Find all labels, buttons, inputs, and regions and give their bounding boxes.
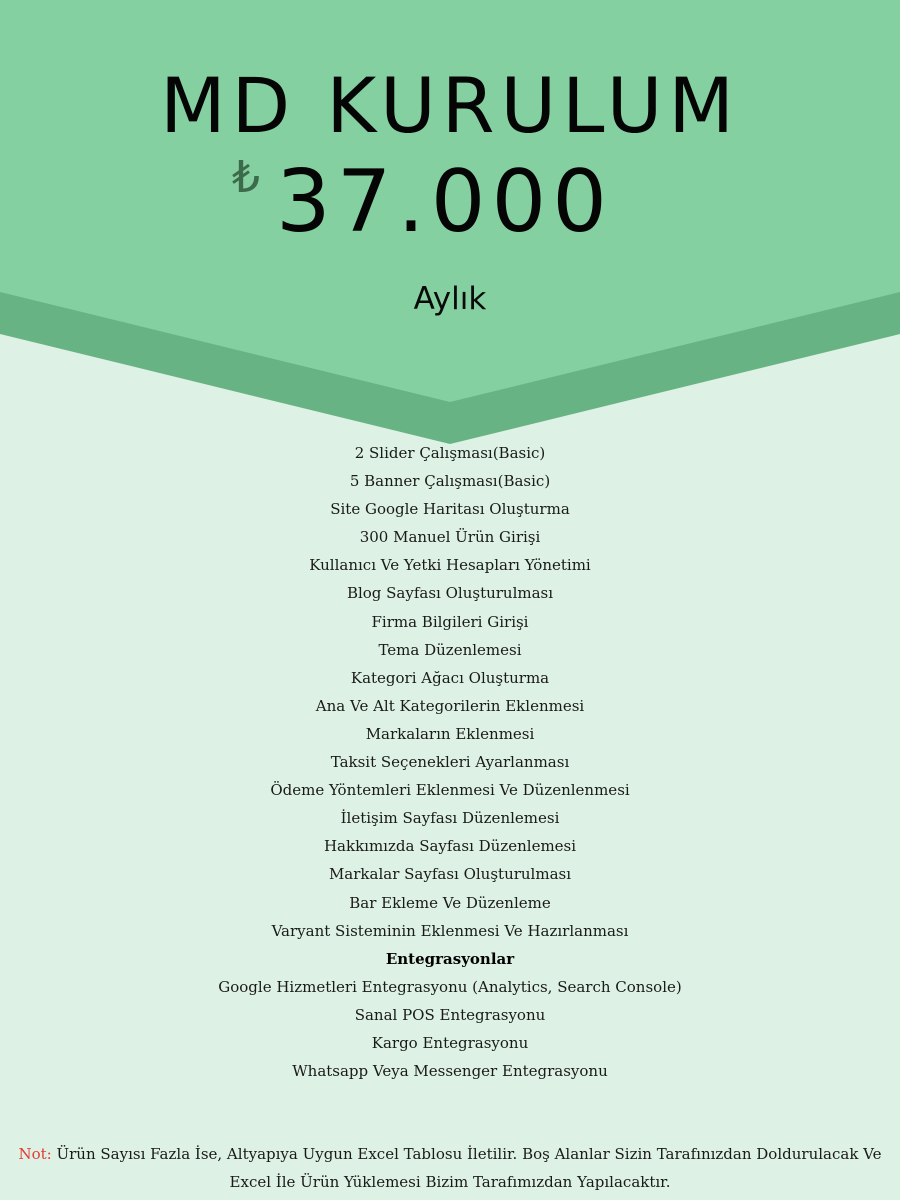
- feature-item: Taksit Seçenekleri Ayarlanması: [330, 753, 570, 772]
- feature-item: Ana Ve Alt Kategorilerin Eklenmesi: [315, 696, 585, 715]
- feature-item: 5 Banner Çalışması(Basic): [349, 472, 551, 491]
- feature-item: İletişim Sayfası Düzenlemesi: [340, 809, 560, 828]
- plan-title: MD KURULUM: [160, 61, 740, 150]
- feature-item: Hakkımızda Sayfası Düzenlemesi: [323, 837, 577, 856]
- feature-item: Firma Bilgileri Girişi: [371, 612, 529, 631]
- feature-list: [0, 439, 900, 1085]
- feature-item: Tema Düzenlemesi: [378, 640, 522, 659]
- feature-item: Bar Ekleme Ve Düzenleme: [349, 893, 551, 912]
- feature-item: Google Hizmetleri Entegrasyonu (Analytics, Search Console): [218, 977, 682, 996]
- feature-item: Kullanıcı Ve Yetki Hesapları Yönetimi: [309, 556, 591, 575]
- feature-item: Sanal POS Entegrasyonu: [354, 1005, 546, 1024]
- feature-item: 300 Manuel Ürün Girişi: [359, 528, 541, 547]
- billing-period: Aylık: [413, 281, 487, 317]
- feature-item: Kategori Ağacı Oluşturma: [350, 668, 550, 687]
- feature-item: Kargo Entegrasyonu: [371, 1033, 529, 1052]
- footnote: [0, 1140, 900, 1196]
- currency-symbol: ₺: [232, 152, 260, 203]
- plan-price: 37.000: [276, 152, 613, 252]
- feature-item: Site Google Haritası Oluşturma: [330, 500, 570, 519]
- footnote-text: Ürün Sayısı Fazla İse, Altyapıya Uygun Excel Tablosu İletilir. Boş Alanlar Sizin Tarafınızdan Doldurulacak Ve Excel İle Ürün Yüklemesi Bizim Tarafımızdan Yapılacaktır.: [56, 1145, 882, 1191]
- feature-item: Ödeme Yöntemleri Eklenmesi Ve Düzenlenmesi: [270, 781, 630, 800]
- feature-item: Blog Sayfası Oluşturulması: [346, 584, 554, 603]
- price-row: [0, 152, 900, 252]
- feature-item: 2 Slider Çalışması(Basic): [354, 444, 546, 462]
- feature-item: Varyant Sisteminin Eklenmesi Ve Hazırlanması: [271, 921, 629, 940]
- feature-section-heading: Entegrasyonlar: [385, 949, 515, 968]
- feature-item: Markalar Sayfası Oluşturulması: [328, 865, 572, 884]
- feature-item: Markaların Eklenmesi: [365, 724, 535, 743]
- footnote-label: Not:: [18, 1145, 57, 1163]
- feature-item: Whatsapp Veya Messenger Entegrasyonu: [292, 1062, 608, 1081]
